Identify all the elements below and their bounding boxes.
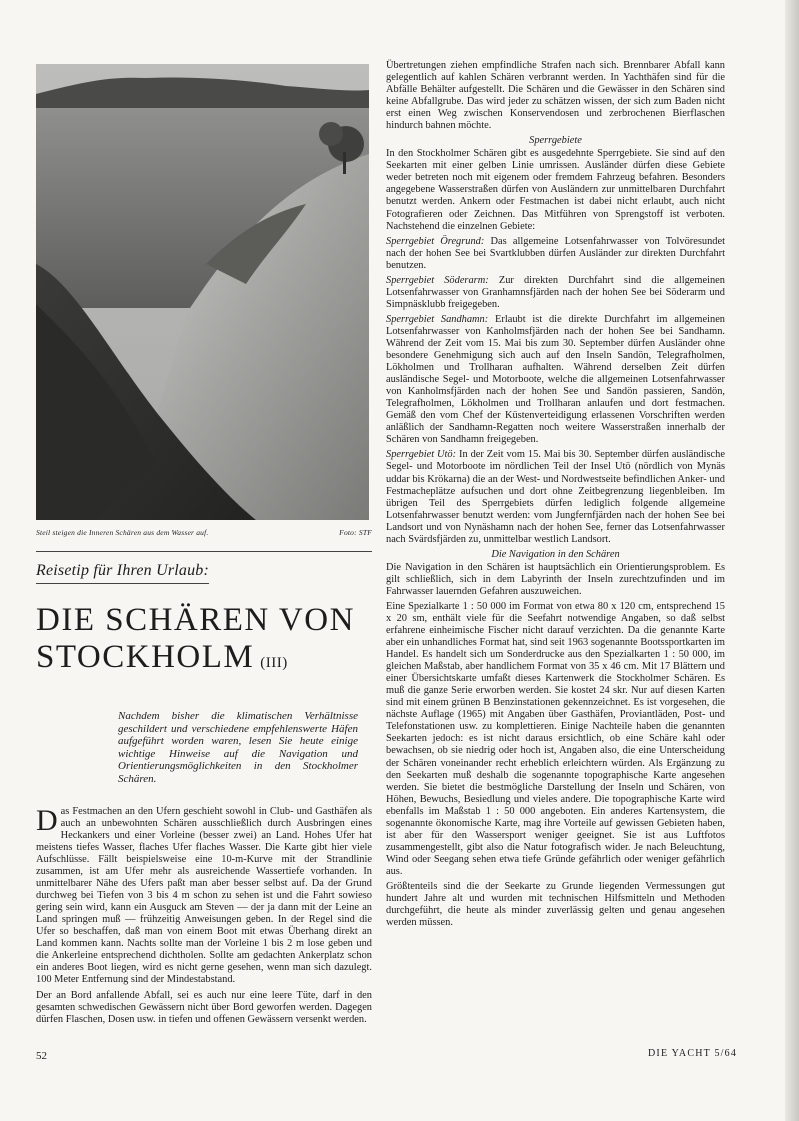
paragraph-vermessungen: Größtenteils sind die der Seekarte zu Grunde liegenden Vermessungen gut hundert Jahre alt und wurden mit technischen Hilfsmitteln und Methoden durchgeführt, die heute als minder zuverlässig gelten und genau angesehen werden müssen. [386,881,725,929]
article-lead: Nachdem bisher die klimatischen Verhältnisse geschildert und verschiedene empfehlenswerte Häfen aufgeführt worden waren, lesen Sie heute einige wichtige Hinweise auf die Navigation und Orientierungsmöglichkeiten in den Stockholmer Schären. [118,710,358,785]
right-column [386,60,725,1060]
subheading-sperrgebiete: Sperrgebiete [529,135,582,147]
magazine-issue: DIE YACHT 5/64 [648,1048,738,1059]
text-utoe: In der Zeit vom 15. Mai bis 30. September dürfen ausländische Segel- und Motorboote im nördlichen Teil der Insel Utö (nördlich von Mynäs uddar bis Krökarna) die an der West- und Nordwestseite befindlichen Anker- und Festmacheplätze aufsuchen und dort ohne Zeitbegrenzung liegenbleiben. Im übrigen Teil des Sperrgebiets dürfen lediglich folgende allgemeine Lotsenfahrwasser benutzt werden: vom Jungfernfjärden nach der hohen See bei Landsort und von Nynäshamn nach der hohen See, ferner das Lotsenfahrwasser nach Svärdsfjärden zu, unmittelbar westlich Landsort. [386,449,725,545]
title-part-number: (III) [260,655,288,671]
paragraph-spezialkarte: Eine Spezialkarte 1 : 50 000 im Format von etwa 80 x 120 cm, entsprechend 15 x 20 sm, enthält viele für die Seefahrt notwendige Angaben, so daß selbst erfahrene einheimische Fischer nicht darauf verzichten. Da die genannte Karte aber ein unhandliches Format hat, sind seit 1963 sogenannte Bootssportkarten im Handel. Es handelt sich um Sonderdrucke aus den Spezialkarten 1 : 50 000, im gleichen Maßstab, aber handlichem Format von 35 x 46 cm. Mit 17 Blättern und einer Übersichtskarte umfaßt dieses Kartenwerk die Stockholmer Schären. Es muß die ganze Serie erworben werden. Sie kostet 24 skr. Nur auf diesen Karten sind mit einem grünen B Benzinstationen gekennzeichnet. Es ist vorgesehen, die nächste Auflage (1965) mit Angaben über Gasthäfen, Proviantläden, Post- und Telefonstationen usw. zu komplettieren. Einige Nachteile haben die genannten Seekarten jedoch: es ist nicht daraus ersichtlich, ob eine Schäre kahl oder bewachsen, ob sie niedrig oder hoch ist, Angaben also, die eine Unterscheidung der Schären voneinander recht erheblich erleichtern würden. Als Ergänzung zu den Seekarten muß deshalb die sogenannte topographische Karte angesehen werden. Sie bietet die bestmögliche Darstellung der Inseln und Schären, von Höhen, Bewuchs, Besiedlung und vieles andere. Die topographische Karte wird ebenfalls im Maßstab 1 : 50 000 angeboten. Ein anderes Kartensystem, die sogenannte ökonomische Karte, mag ihre Vorteile auf gewissen Gebieten haben, ist aber für den Wassersport weniger geeignet. Sie ist aus Luftfotos zusammengestellt, gibt also die Natur fotografisch wider. Je nach Beleuchtung, Wind oder Seegang sehen etwa tiefe Gründe gefährlich oder weniger gefährlich aus. [386,600,725,877]
paragraph-abfall: Der an Bord anfallende Abfall, sei es auch nur eine leere Tüte, darf in den gesamten schwedischen Gewässern nicht über Bord geworfen werden. Dagegen dürfen Flaschen, Dosen usw. in tiefen und offenen Gewässern versenkt werden. [36,990,372,1026]
article-title [36,602,372,682]
paragraph-soederarm [386,275,725,311]
page-number: 52 [36,1050,47,1062]
paragraph-sperrgebiete: In den Stockholmer Schären gibt es ausgedehnte Sperrgebiete. Sie sind auf den Seekarten mit einer gelben Linie umrissen. Ausländer dürfen diese Gebiete weder betreten noch mit eigenem oder fremdem Fahrzeug befahren. Besonders angegebene Wasserstraßen dürfen von Ausländern zur unmittelbaren Durchfahrt benutzt werden. Ankern oder Festmachen ist dabei nicht erlaubt, auch nicht Fotografieren oder Zeichnen. Das Mitführen von Sprengstoff ist verboten. Nachstehend die einzelnen Gebiete: [386,148,725,232]
title-line-2 [36,639,372,682]
photo-caption-row [36,528,372,537]
paragraph-uebertretungen: Übertretungen ziehen empfindliche Strafen nach sich. Brennbarer Abfall kann gelegentlich auf kahlen Schären verbrannt werden. In Yachthäfen sind für die Abfälle Behälter aufgestellt. Die Schären und die Gewässer in den Schären sind keine Abfallgrube. Das wird jeder zu schätzen wissen, der sich zum Baden nicht erst einen Weg zwischen Konservendosen und zerbrochenen Bierflaschen hindurch bahnen möchte. [386,60,725,132]
article-photo [36,64,369,520]
label-oeregrund: Sperrgebiet Öregrund: [386,235,485,247]
article-kicker: Reisetip für Ihren Urlaub: [36,562,209,584]
drop-cap: D [36,803,58,837]
text-oeregrund: Das allgemeine Lotsenfahrwasser von Tolvöresundet nach der hohen See bei Svartklubben dürfen Ausländer zur direkten Durchfahrt benutzen. [386,235,725,271]
title-line-1: DIE SCHÄREN VON [36,602,355,638]
title-word-stockholm: STOCKHOLM [36,639,255,675]
paragraph-navigation: Die Navigation in den Schären ist hauptsächlich ein Orientierungsproblem. Es gilt schließlich, sich in dem Labyrinth der Inseln zurechtzufinden und im Fahrwasser lauernden Gefahren auszuweichen. [386,561,725,597]
label-utoe: Sperrgebiet Utö: [386,449,457,461]
text-sandhamn: Erlaubt ist die direkte Durchfahrt im allgemeinen Lotsenfahrwasser von Kanholmsfjärden nach der hohen See bei Sandhamn. Während der Zeit vom 15. Mai bis zum 30. September dürfen Ausländer ohne besondere Genehmigung sich auch auf den Inseln Sandön, Telegrafholmen, Lökholmen und Trollharan aufhalten. Während derselben Zeit dürfen ausländische Segel- und Motorboote, welche die allgemeinen Lotsenfahrwasser von Kanholmsfjärden nach der hohen See und Sandön passieren, Sandön, Telegrafholmen, Lökholmen und Trollharan anlaufen und dort festmachen. Gemäß den vom Chef der Küstenverteidigung erlassenen Vorschriften werden anläßlich der Sandhamn-Regatten noch weitere Wasserstraßen innerhalb der Schären von Sandhamn freigegeben. [386,313,725,446]
left-column [36,64,372,1074]
left-body-text [36,803,372,1027]
paragraph-festmachen [36,803,372,987]
subheading-navigation: Die Navigation in den Schären [491,548,620,560]
paragraph-oeregrund [386,236,725,272]
paragraph-sandhamn [386,314,725,447]
label-soederarm: Sperrgebiet Söderarm: [386,274,489,286]
paragraph-festmachen-text: as Festmachen an den Ufern geschieht sowohl in Club- und Gasthäfen als auch an unbewohnten Schären ausschließlich durch Ausbringen eines Heckankers und einer Vorleine (besser zwei) an Land. Hohes Ufer hat meistens tiefes Wasser, flaches Ufer flaches Wasser. Die Karte gibt hier viele Aufschlüsse. Fällt beispielsweise eine 10-m-Kurve mit der Strandlinie zusammen, ist am Ufer mehr als ausreichende Wassertiefe vorhanden. In unmittelbarer Nähe des Ufers paßt man aber besser selbst auf. Da der Grund durchweg bei Tiefen von 3 bis 4 m schon zu sehen ist und die Fahrt sowieso gering sein wird, kann ein Ausguck am Steven — der ja dann mit der Leine an Land springen muß — frühzeitig Anweisungen geben. In der Regel sind die Ufer so beschaffen, daß man von einem Boot mit etwas Überhang direkt an Land kommen kann. Nachts sollte man der Vorleine 1 bis 2 m lose geben und die Ankerleine entsprechend dichtholen. Sollte am gedachten Ankerplatz schon ein anderes Boot liegen, wird es nicht gerne gesehen, wenn man sich dazulegt. 100 Meter Entfernung sind der Mindestabstand. [36,805,372,986]
photo-caption: Steil steigen die Inneren Schären aus dem Wasser auf. [36,528,209,537]
paragraph-utoe [386,449,725,545]
text-soederarm: Zur direkten Durchfahrt sind die allgemeinen Lotsenfahrwasser von Granhamnsfjärden nach der hohen See bei Söderarm und Simpnäsklubb freigegeben. [386,274,725,310]
label-sandhamn: Sperrgebiet Sandhamn: [386,313,489,325]
section-divider [36,551,372,552]
page-edge-shadow [785,0,799,1121]
skerry-photo-image [36,64,369,520]
photo-credit: Foto: STF [339,528,372,537]
